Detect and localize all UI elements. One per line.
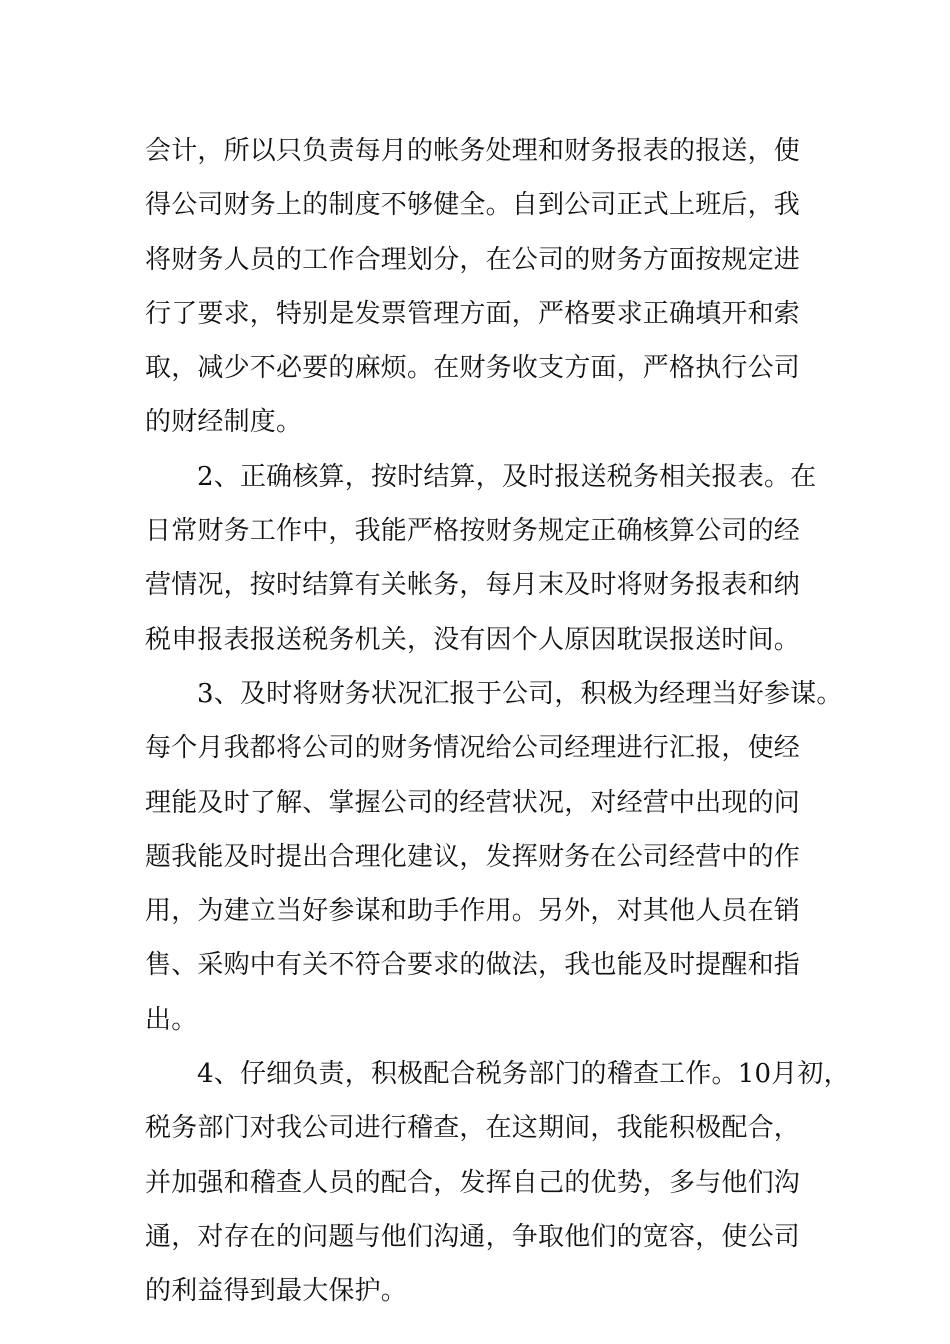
text-line: 税务部门对我公司进行稽查，在这期间，我能积极配合， [145,1113,801,1144]
text-line: 会计，所以只负责每月的帐务处理和财务报表的报送，使 [145,136,801,166]
text-line: 题我能及时提出合理化建议，发挥财务在公司经营中的作 [145,841,801,872]
text-line: 售、采购中有关不符合要求的做法，我也能及时提醒和指 [145,950,801,981]
paragraph-3-first-line: 3、及时将财务状况汇报于公司，积极为经理当好参谋。 [197,678,843,709]
text-line: 将财务人员的工作合理划分，在公司的财务方面按规定进 [145,244,801,275]
text-line: 并加强和稽查人员的配合，发挥自己的优势，多与他们沟 [145,1167,801,1198]
text-line: 每个月我都将公司的财务情况给公司经理进行汇报，使经 [145,733,801,764]
text-line: 出。 [145,1004,198,1035]
text-line: 取，减少不必要的麻烦。在财务收支方面，严格执行公司 [145,353,801,384]
document-body [145,124,850,1319]
text-line: 行了要求，特别是发票管理方面，严格要求正确填开和索 [145,298,801,329]
text-line: 营情况，按时结算有关帐务，每月末及时将财务报表和纳 [145,570,801,601]
text-line: 通，对存在的问题与他们沟通，争取他们的宽容，使公司 [145,1221,801,1252]
text-line: 日常财务工作中，我能严格按财务规定正确核算公司的经 [145,516,801,547]
text-line: 用，为建立当好参谋和助手作用。另外，对其他人员在销 [145,896,801,927]
text-line: 的利益得到最大保护。 [145,1276,408,1307]
text-line: 理能及时了解、掌握公司的经营状况，对经营中出现的问 [145,787,801,818]
text-line: 的财经制度。 [145,407,303,438]
text-line: 税申报表报送税务机关，没有因个人原因耽误报送时间。 [145,624,801,655]
paragraph-2-first-line: 2、正确核算，按时结算，及时报送税务相关报表。在 [197,461,817,492]
paragraph-4-first-line: 4、仔细负责，积极配合税务部门的稽查工作。10月初， [197,1059,850,1090]
text-line: 得公司财务上的制度不够健全。自到公司正式上班后，我 [145,190,801,221]
